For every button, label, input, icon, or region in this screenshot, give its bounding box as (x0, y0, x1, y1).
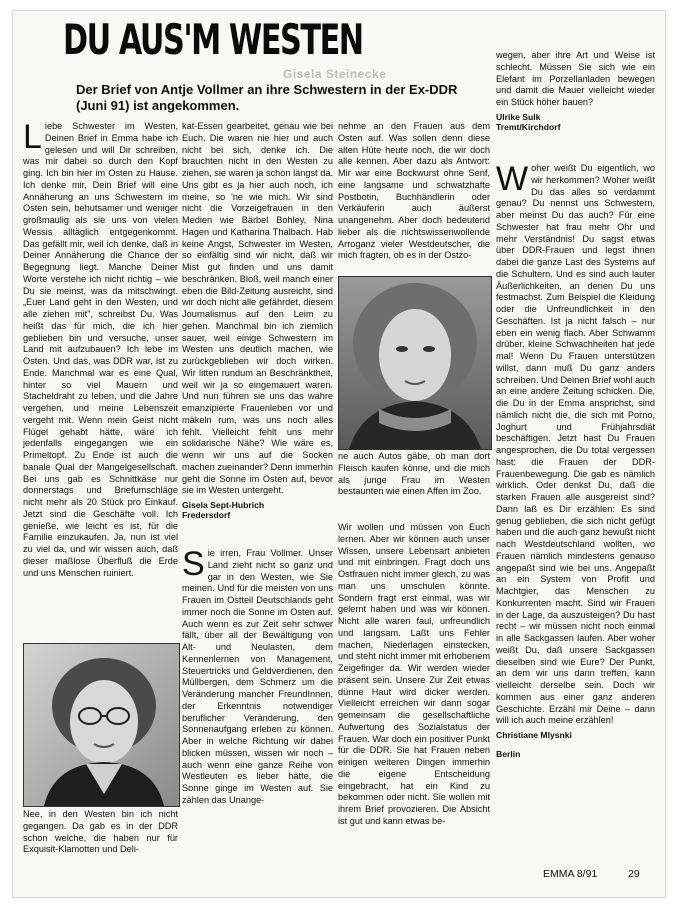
drop-cap: W (496, 160, 529, 198)
letter-1-text: iebe Schwester im Westen, Deinen Brief in Emma habe ich gelesen und will Dir schreiben, was mir dabei so durch den Kopf ging. Ich bin hier im Osten zu Hause. Ich denke mir, Dein Brief will eine Annäherung an uns Schwestern im Osten sein, behutsamer und weniger großmaulig als sie uns von vielen Wessis alltäglich entgegenkommt. Das gefällt mir, weil ich denke, daß in Deiner Annäherung die Chance der Begegnung liegt. Manche Deiner Worte verstehe ich nicht richtig – wie Du sie meinst, was da mitschwingt. „Euer Land geht in den Westen, und alle ziehen mit", schreibst Du. Was heißt das für mich, die ich hier geblieben bin und versuche, unser Land mit aufzubauen? Ich lebe im Osten. Und das, was DDR war, ist zu Ende. Manchmal war es eine Qual, hinter so viel Mauern und Stacheldraht zu leben, und die Jahre vergehen, und meine Lebenszeit vergeht mit. Wenn mein Geist nicht Flügel gehabt hätte, wäre ich jedenfalls eingegangen wie ein Primeltopf. Zu Ende ist auch die banale Qual der Mangelgesellschaft. Bei uns gab es Schnittkäse nur donnerstags und Briefumschläge nicht mehr als 20 Stück pro Einkauf. Jetzt sind die Geschäfte voll. Ich genieße, wie leicht es ist, für die Familie einzukaufen. Ja, nun ist viel zu viel da, und wir wissen auch, daß dieser maßlose Überfluß die Erde und uns Menschen ruiniert. (23, 121, 178, 578)
portrait-image (24, 644, 179, 806)
letter-1-column-2 (182, 121, 333, 520)
letter-1-continuation: Nee, in den Westen bin ich nicht gegangen. Da gab es in der DDR schon welche, die haben nur für Exquisit-Klamotten und Deli- (23, 809, 178, 855)
signature-place: Berlin (496, 748, 521, 759)
portrait-photo-gisela (23, 643, 180, 807)
letter-2-column-3b: Wir wollen und müssen von Euch lernen. Aber wir können auch unser Wissen, unsere Lebensart anbieten und mit einbringen. Fragt doch uns Ostfrauen nicht immer gleich, zu was man uns umschulen könnte. Sondern fragt erst einmal, was wir gelernt haben und was wir können. Nicht alle waren faul, unfreundlich und langsam. Laßt uns Fehler machen, Niederlagen einstecken, und steht nicht immer mit erhobenem Zeigefinger da. Wir werden wieder präsent sein. Unsere Zur Zeit etwas dünne Haut wird dicker werden. Vielleicht erreichen wir dann sogar gemeinsam die gesellschaftliche Aufwertung des Sozialstatus der Frauen. War doch ein positiver Punkt für die DDR. Sie hat Frauen neben einigen weiteren Dingen immerhin die eigene Entscheidung eingebracht, hat ein Kind zu bekommen oder nicht. Sie wollen mit ihrem Brief provozieren. Die Absicht ist gut und kann etwas be- (338, 522, 490, 826)
letter-2-text-continued: nehme an den Frauen aus dem Osten auf. Was sollen denn diese alten Hüte heute noch, die wir doch alle kennen. Aber dazu als Antwort: Mir war eine Bockwurst ohne Senf, eine langsame und schwatzhafte Postbotin, Buchhändlerin oder Verkäuferin auch äußerst unangenehm. Aber doch bedeutend lieber als die nichtswissenwollende Arroganz vieler Westdeutscher, die mich fragten, ob es in der Ostzo- (338, 121, 490, 261)
portrait-photo-ulrike (338, 276, 492, 450)
signature-place: Fredersdorf (182, 510, 231, 520)
letter-3-text: oher weißt Du eigentlich, wo wir herkommen? Woher weißt Du das alles so verdammt genau? Du nennst uns Schwestern, aber meinst Du das auch? Für eine Schwester hat frau mehr Ohr und mehr Verständnis! Du sagst etwas über DDR-Frauen und legst ihnen dabei die ganze Last des Systems auf die Schultern. Und es sind auch lauter Äußerlichkeiten, an denen Du uns festmachst. Zum Beispiel die Kleidung oder die Unfreundlichkeit in den Geschäften. Ist ja nicht falsch – nur eben ein wenig flach. Aber Schwamm drüber, kleine Schwachheiten hat jede mal! Wenn Du Frauen unterstützen willst, dann muß Du ganz anders schreiben. Und Deinen Brief wohl auch an eine andere Zeitung schicken. Die, die Du in der Emma ansprichst, sind nämlich nicht die, die sich mit Porno, Joghurt und Frühjahrsdiät beschäftigen. Jetzt hast Du Frauen angesprochen, die Du total vergessen hast: die Frauen der DDR-Frauenbewegung. Die gab es nämlich wirklich. Oder denkst Du, daß die starken Frauen alle ausgereist sind? Dann laß es Dir erzählen: Es sind genug geblieben, die sich nicht gefügt haben und die auch ganz bewußt nicht nach Westdeutschland wollten, wo Frauen nämlich mindestens genauso angepaßt sind wie bei uns. Angepaßt an ein System von Profit und Machtgier, das Menschen zu Konkurrenten macht. Sind wir Frauen in der Lage, da auszusteigen? Du hast recht – wir müssen nicht noch einmal in alle Sackgassen laufen. Aber woher weißt Du, daß unsere Sackgassen dieselben sind wie Eure? Der Punkt, an dem wir uns dann treffen, kann vielleicht derselbe sein. Doch wir kommen aus einer ganz anderen Geschichte. Erzähl mir Deine – dann will ich auch meine erzählen! (496, 163, 655, 726)
letter-2-column-3 (338, 121, 490, 262)
headline: DU AUS'M WESTEN (63, 15, 363, 64)
letter-2-column-4 (496, 50, 655, 132)
ghost-show-through-text: Gisela Steinecke (283, 67, 387, 81)
letter-2-text: ie irren, Frau Vollmer. Unser Land zieht nicht so ganz und gar in den Westen, wie Sie meinen. Und für die meisten von uns Frauen im Ostteil Deutschlands geht immer noch die Sonne im Osten auf. Auch wenn es zur Zeit sehr schwer fällt, über all der Bewältigung von Alt- und Neulasten, dem Kennenlernen von Management, Steuertricks und Geldverdienen, den Müllbergen, dem Schmerz um die Veränderung mancher FreundInnen, der Erkenntnis notwendiger beruflicher Veränderung, den Sonnenaufgang erleben zu können. Aber in welche Richtung wir dabei blicken müssen, wissen wir noch – auch wenn eine ganze Reihe von Westleuten es lieber hätte, die Sonne ginge im Westen auf. Sie zählen das Unange- (182, 548, 333, 805)
letter-1-body (23, 118, 178, 579)
signature-place: Tremt/Kirchdorf (496, 121, 561, 132)
signature-name: Christiane Mlysnki (496, 730, 572, 740)
letter-2-text-end: wegen, aber ihre Art und Weise ist schlecht. Müssen Sie sich wie ein Elefant im Porzellanladen bewegen und damit die Mauer vielleicht wieder ein Stück höher bauen? (496, 50, 655, 107)
subheadline: Der Brief von Antje Vollmer an ihre Schwestern in der Ex-DDR (Juni 91) ist angekommen. (76, 82, 458, 113)
magazine-page (12, 10, 666, 898)
signature-name: Gisela Sept-Hubrich (182, 500, 265, 510)
signature-name: Ulrike Sulk (496, 111, 541, 122)
letter-1-text-continued: kat-Essen gearbeitet, genau wie bei Euch. Die waren nie hier und auch nicht bei sich, denke ich. Die brauchten nicht in den Westen zu ziehen, sie waren ja schon längst da. Uns gibt es ja hier auch noch, ich meine, so 'ne wie mich. Wir sind nicht die Vorzeigefrauen in den Medien wie Bärbel Bohley, Nina Hagen und Katharina Thalbach. Hab keine Angst, Schwester im Westen, so einfältig sind wir nicht, daß wir Mist gut finden und uns damit beschränken. Bloß, weil manch einer eben die Bild-Zeitung ausreicht, sind wir doch nicht alle gefährdet, diesem Journalismus auf den Leim zu gehen. Manchmal bin ich ziemlich sauer, weil einige Schwestern im Westen uns deutlich machen, wie zurückgeblieben wir doch wirken. Wir litten rundum an Beschränktheit, weil wir ja so eingemauert waren. Und nun führen sie uns das wahre emanzipierte Frauenleben vor und mäkeln rum, was uns noch alles fehlt. Vielleicht fehlt uns mehr solidarische Nähe? Wie wäre es, wenn wir uns auf die Socken machen zueinander? Denn immerhin geht die Sonne im Osten auf, bevor sie im Westen untergeht. (182, 121, 333, 496)
drop-cap: L (23, 118, 42, 156)
page-number: 29 (628, 868, 640, 880)
letter-3-body (496, 160, 655, 767)
magazine-issue: EMMA 8/91 (543, 868, 598, 880)
letter-2-body (182, 545, 333, 807)
drop-cap: S (182, 545, 205, 583)
portrait-image (339, 277, 491, 449)
letter-2-continuation: ne auch Autos gäbe, ob man dort Fleisch kaufen könne, und die mich als junge Frau im Westen bestaunten wie einen Affen im Zoo. (338, 451, 490, 497)
